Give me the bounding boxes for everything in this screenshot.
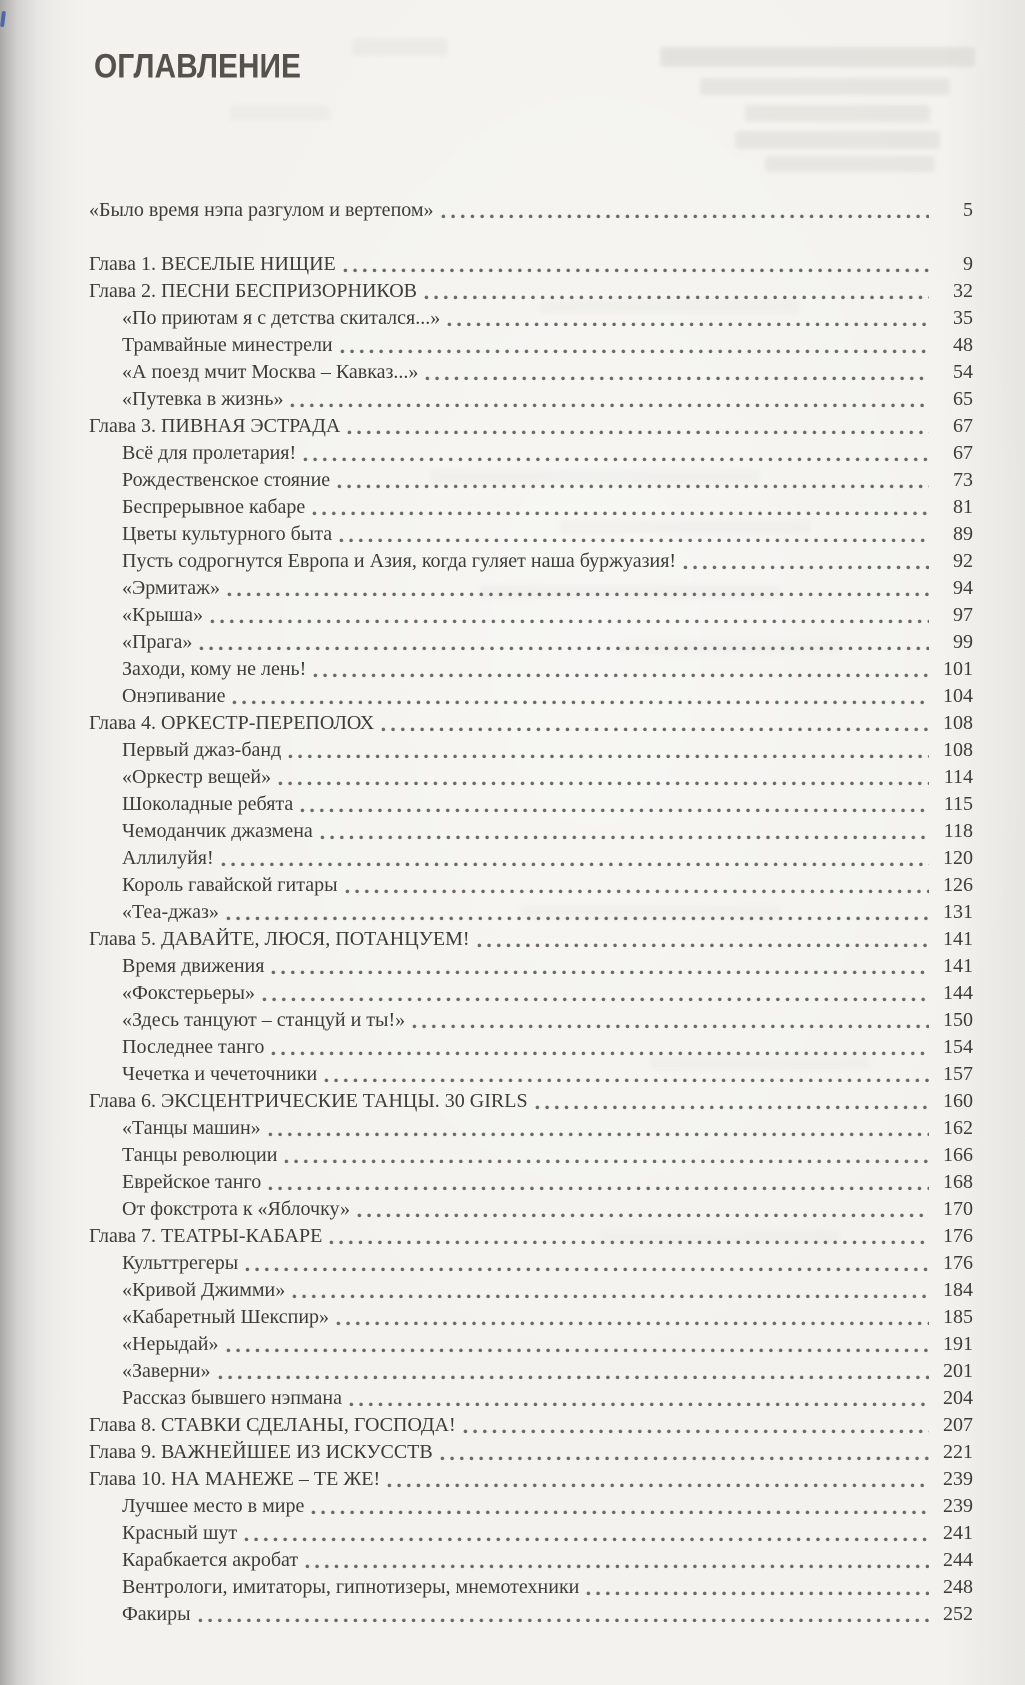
toc-entry-label: «По приютам я с детства скитался...» [122, 307, 441, 329]
dot-leader [440, 1438, 929, 1465]
toc-subentry-row [89, 466, 973, 493]
dot-leader [268, 1114, 929, 1141]
toc-entry-page: 89 [953, 523, 973, 545]
dot-leader [271, 1033, 929, 1060]
toc-entry-page: 150 [943, 1009, 973, 1031]
dot-leader [271, 952, 929, 979]
toc-entry-label: «Здесь танцуют – станцуй и ты!» [122, 1009, 406, 1031]
toc-subentry-row [89, 358, 973, 385]
bleed-through-smudge [735, 131, 940, 149]
toc-entry-page: 157 [943, 1063, 973, 1085]
toc-subentry-row [89, 1249, 973, 1276]
dot-leader [226, 898, 929, 925]
toc-entry-page: 104 [943, 685, 973, 707]
dot-leader [337, 466, 929, 493]
toc-entry-label: От фокстрота к «Яблочку» [122, 1198, 351, 1220]
toc-entry-label: Рассказ бывшего нэпмана [122, 1387, 342, 1409]
toc-entry-page: 185 [943, 1306, 973, 1328]
toc-entry-label: Танцы революции [122, 1144, 278, 1166]
toc-entry-label: «Нерыдай» [122, 1333, 219, 1355]
toc-entry-page: 120 [943, 847, 973, 869]
toc-subentry-row [89, 871, 973, 898]
toc-entry-page: 126 [943, 874, 973, 896]
toc-entry-page: 54 [953, 361, 973, 383]
bleed-through-smudge [745, 105, 930, 122]
toc-entry-label: Глава 1. ВЕСЕЛЫЕ НИЩИЕ [89, 253, 336, 275]
toc-entry-label: Факиры [122, 1603, 191, 1625]
toc-subentry-row [89, 304, 973, 331]
toc-entry-page: 168 [943, 1171, 973, 1193]
bleed-through-smudge [230, 105, 330, 121]
dot-leader [425, 358, 929, 385]
toc-chapter-row [89, 1465, 973, 1492]
toc-entry-label: Глава 2. ПЕСНИ БЕСПРИЗОРНИКОВ [89, 280, 418, 302]
toc-entry-label: «Оркестр вещей» [122, 766, 272, 788]
toc-entry-page: 176 [943, 1252, 973, 1274]
toc-entry-label: Красный шут [122, 1522, 238, 1544]
toc-subentry-row [89, 601, 973, 628]
toc-subentry-row [89, 898, 973, 925]
toc-entry-label: «Теа-джаз» [122, 901, 219, 923]
toc-entry-page: 170 [943, 1198, 973, 1220]
bleed-through-smudge [660, 47, 975, 67]
dot-leader [244, 1519, 929, 1546]
toc-subentry-row [89, 1276, 973, 1303]
binding-shadow [0, 0, 85, 1685]
bleed-through-smudge [352, 38, 447, 56]
toc-entry-label: Глава 3. ПИВНАЯ ЭСТРАДА [89, 415, 341, 437]
dot-leader [268, 1168, 929, 1195]
toc-entry-label: «Фокстерьеры» [122, 982, 255, 1004]
dot-leader [586, 1573, 929, 1600]
toc-entry-page: 244 [943, 1549, 973, 1571]
toc-subentry-row [89, 520, 973, 547]
toc-entry-page: 221 [943, 1441, 973, 1463]
toc-entry-label: «А поезд мчит Москва – Кавказ...» [122, 361, 419, 383]
toc-entry-page: 248 [943, 1576, 973, 1598]
toc-entry-page: 204 [943, 1387, 973, 1409]
toc-subentry-row [89, 547, 973, 574]
toc-entry-page: 108 [943, 739, 973, 761]
dot-leader [312, 493, 929, 520]
toc-entry-label: Заходи, кому не лень! [122, 658, 307, 680]
toc-subentry-row [89, 628, 973, 655]
toc-subentry-row [89, 1195, 973, 1222]
toc-entry-page: 252 [943, 1603, 973, 1625]
toc-subentry-row [89, 1519, 973, 1546]
dot-leader [232, 682, 929, 709]
bleed-through-smudge [765, 156, 935, 172]
toc-entry-label: Король гавайской гитары [122, 874, 338, 896]
toc-subentry-row [89, 1546, 973, 1573]
dot-leader [381, 709, 929, 736]
dot-leader [339, 520, 929, 547]
dot-leader [262, 979, 929, 1006]
toc-entry-page: 92 [953, 550, 973, 572]
toc-chapter-row [89, 277, 973, 304]
toc-entry-label: «Заверни» [122, 1360, 211, 1382]
toc-entry-page: 108 [943, 712, 973, 734]
toc-entry-label: Цветы культурного быта [122, 523, 333, 545]
dot-leader [245, 1249, 929, 1276]
toc-entry-label: Глава 8. СТАВКИ СДЕЛАНЫ, ГОСПОДА! [89, 1414, 456, 1436]
dot-leader [447, 304, 929, 331]
toc-subentry-row [89, 493, 973, 520]
toc-entry-page: 115 [943, 793, 973, 815]
toc-entry-label: Глава 6. ЭКСЦЕНТРИЧЕСКИЕ ТАНЦЫ. 30 GIRLS [89, 1090, 528, 1112]
bleed-through-smudge [700, 78, 950, 95]
toc-entry-page: 166 [943, 1144, 973, 1166]
toc-entry-label: Глава 4. ОРКЕСТР-ПЕРЕПОЛОХ [89, 712, 375, 734]
dot-leader [311, 1492, 929, 1519]
toc-entry-page: 201 [943, 1360, 973, 1382]
toc-entry-page: 131 [943, 901, 973, 923]
toc-entry-label: Лучшее место в мире [122, 1495, 305, 1517]
toc-entry-label: «Крыша» [122, 604, 204, 626]
toc-entry-page: 239 [943, 1468, 973, 1490]
dot-leader [683, 547, 929, 574]
toc-chapter-row [89, 1438, 973, 1465]
table-of-contents [89, 196, 973, 1627]
toc-entry-page: 176 [943, 1225, 973, 1247]
toc-entry-label: Глава 9. ВАЖНЕЙШЕЕ ИЗ ИСКУССТВ [89, 1441, 433, 1463]
toc-entry-page: 32 [953, 280, 973, 302]
toc-entry-label: Первый джаз-банд [122, 739, 282, 761]
dot-leader [278, 763, 929, 790]
toc-entry-label: «Кабаретный Шекспир» [122, 1306, 330, 1328]
toc-subentry-row [89, 817, 973, 844]
toc-entry-page: 207 [943, 1414, 973, 1436]
toc-entry-label: Шоколадные ребята [122, 793, 294, 815]
dot-leader [300, 790, 929, 817]
dot-leader [324, 1060, 929, 1087]
toc-entry-page: 65 [953, 388, 973, 410]
toc-entry-page: 141 [943, 955, 973, 977]
dot-leader [535, 1087, 929, 1114]
dot-leader [329, 1222, 929, 1249]
toc-entry-label: Чечетка и чечеточники [122, 1063, 318, 1085]
toc-subentry-row [89, 655, 973, 682]
toc-subentry-row [89, 439, 973, 466]
toc-entry-page: 154 [943, 1036, 973, 1058]
toc-subentry-row [89, 763, 973, 790]
toc-subentry-row [89, 1114, 973, 1141]
toc-entry-label: Онэпивание [122, 685, 226, 707]
dot-leader [218, 1357, 929, 1384]
dot-leader [343, 250, 929, 277]
dot-leader [340, 331, 929, 358]
dot-leader [387, 1465, 929, 1492]
dot-leader [336, 1303, 929, 1330]
toc-entry-label: «Эрмитаж» [122, 577, 220, 599]
toc-entry-page: 67 [953, 415, 973, 437]
dot-leader [288, 736, 929, 763]
toc-entry-page: 9 [963, 253, 973, 275]
toc-subentry-row [89, 1060, 973, 1087]
toc-entry-page: 162 [943, 1117, 973, 1139]
toc-subentry-row [89, 1141, 973, 1168]
toc-entry-label: «Путевка в жизнь» [122, 388, 284, 410]
toc-entry-label: Культтрегеры [122, 1252, 239, 1274]
toc-entry-label: Аллилуйя! [122, 847, 214, 869]
toc-entry-page: 94 [953, 577, 973, 599]
toc-subentry-row [89, 1384, 973, 1411]
dot-leader [221, 844, 929, 871]
toc-chapter-row [89, 709, 973, 736]
toc-subentry-row [89, 1600, 973, 1627]
toc-entry-page: 97 [953, 604, 973, 626]
toc-entry-page: 118 [943, 820, 973, 842]
dot-leader [347, 412, 929, 439]
toc-chapter-row [89, 1222, 973, 1249]
toc-entry-page: 35 [953, 307, 973, 329]
dot-leader [210, 601, 929, 628]
toc-entry-page: 81 [953, 496, 973, 518]
toc-entry-label: Последнее танго [122, 1036, 265, 1058]
toc-chapter-row [89, 1087, 973, 1114]
toc-entry-label: «Было время нэпа разгулом и вертепом» [89, 199, 434, 221]
toc-subentry-row [89, 331, 973, 358]
page-title: ОГЛАВЛЕНИЕ [94, 46, 301, 86]
toc-entry-label: Чемоданчик джазмена [122, 820, 313, 842]
toc-entry-page: 48 [953, 334, 973, 356]
toc-entry-page: 191 [943, 1333, 973, 1355]
toc-entry-page: 239 [943, 1495, 973, 1517]
dot-leader [292, 1276, 929, 1303]
toc-subentry-row [89, 1330, 973, 1357]
toc-chapter-row [89, 925, 973, 952]
toc-entry-page: 5 [963, 199, 973, 221]
dot-leader [313, 655, 929, 682]
toc-subentry-row [89, 1033, 973, 1060]
toc-entry-label: «Танцы машин» [122, 1117, 261, 1139]
dot-leader [320, 817, 929, 844]
dot-leader [303, 439, 929, 466]
toc-subentry-row [89, 385, 973, 412]
toc-entry-label: «Кривой Джимми» [122, 1279, 286, 1301]
toc-entry-label: Глава 10. НА МАНЕЖЕ – ТЕ ЖЕ! [89, 1468, 381, 1490]
toc-chapter-row [89, 1411, 973, 1438]
dot-leader [463, 1411, 929, 1438]
toc-entry-page: 160 [943, 1090, 973, 1112]
toc-subentry-row [89, 1573, 973, 1600]
dot-leader [198, 1600, 929, 1627]
dot-leader [477, 925, 929, 952]
dot-leader [349, 1384, 929, 1411]
toc-chapter-row [89, 196, 973, 223]
toc-entry-label: Беспрерывное кабаре [122, 496, 306, 518]
dot-leader [345, 871, 929, 898]
toc-chapter-row [89, 412, 973, 439]
toc-subentry-row [89, 979, 973, 1006]
toc-entry-label: Всё для пролетария! [122, 442, 297, 464]
dot-leader [226, 1330, 929, 1357]
toc-entry-label: Рождественское стояние [122, 469, 331, 491]
toc-subentry-row [89, 844, 973, 871]
toc-entry-label: Карабкается акробат [122, 1549, 299, 1571]
dot-leader [424, 277, 929, 304]
toc-subentry-row [89, 1492, 973, 1519]
dot-leader [357, 1195, 929, 1222]
toc-subentry-row [89, 574, 973, 601]
dot-leader [305, 1546, 929, 1573]
toc-entry-label: Глава 7. ТЕАТРЫ-КАБАРЕ [89, 1225, 323, 1247]
toc-entry-page: 99 [953, 631, 973, 653]
toc-entry-label: Трамвайные минестрели [122, 334, 333, 356]
toc-subentry-row [89, 1357, 973, 1384]
toc-entry-page: 67 [953, 442, 973, 464]
dot-leader [412, 1006, 929, 1033]
toc-entry-page: 73 [953, 469, 973, 491]
toc-subentry-row [89, 736, 973, 763]
dot-leader [290, 385, 929, 412]
dot-leader [441, 196, 929, 223]
dot-leader [284, 1141, 929, 1168]
toc-entry-page: 144 [943, 982, 973, 1004]
toc-entry-label: Пусть содрогнутся Европа и Азия, когда гуляет наша буржуазия! [122, 550, 677, 572]
toc-entry-page: 141 [943, 928, 973, 950]
toc-entry-label: «Прага» [122, 631, 193, 653]
toc-entry-label: Время движения [122, 955, 265, 977]
toc-entry-page: 101 [943, 658, 973, 680]
toc-subentry-row [89, 682, 973, 709]
toc-entry-label: Вентрологи, имитаторы, гипнотизеры, мнемотехники [122, 1576, 580, 1598]
toc-entry-label: Глава 5. ДАВАЙТЕ, ЛЮСЯ, ПОТАНЦУЕМ! [89, 928, 470, 950]
toc-entry-page: 241 [943, 1522, 973, 1544]
toc-subentry-row [89, 952, 973, 979]
toc-subentry-row [89, 1168, 973, 1195]
toc-entry-page: 114 [943, 766, 973, 788]
toc-chapter-row [89, 250, 973, 277]
dot-leader [227, 574, 929, 601]
toc-subentry-row [89, 1006, 973, 1033]
toc-subentry-row [89, 790, 973, 817]
toc-subentry-row [89, 1303, 973, 1330]
dot-leader [199, 628, 929, 655]
toc-entry-label: Еврейское танго [122, 1171, 262, 1193]
toc-entry-page: 184 [943, 1279, 973, 1301]
